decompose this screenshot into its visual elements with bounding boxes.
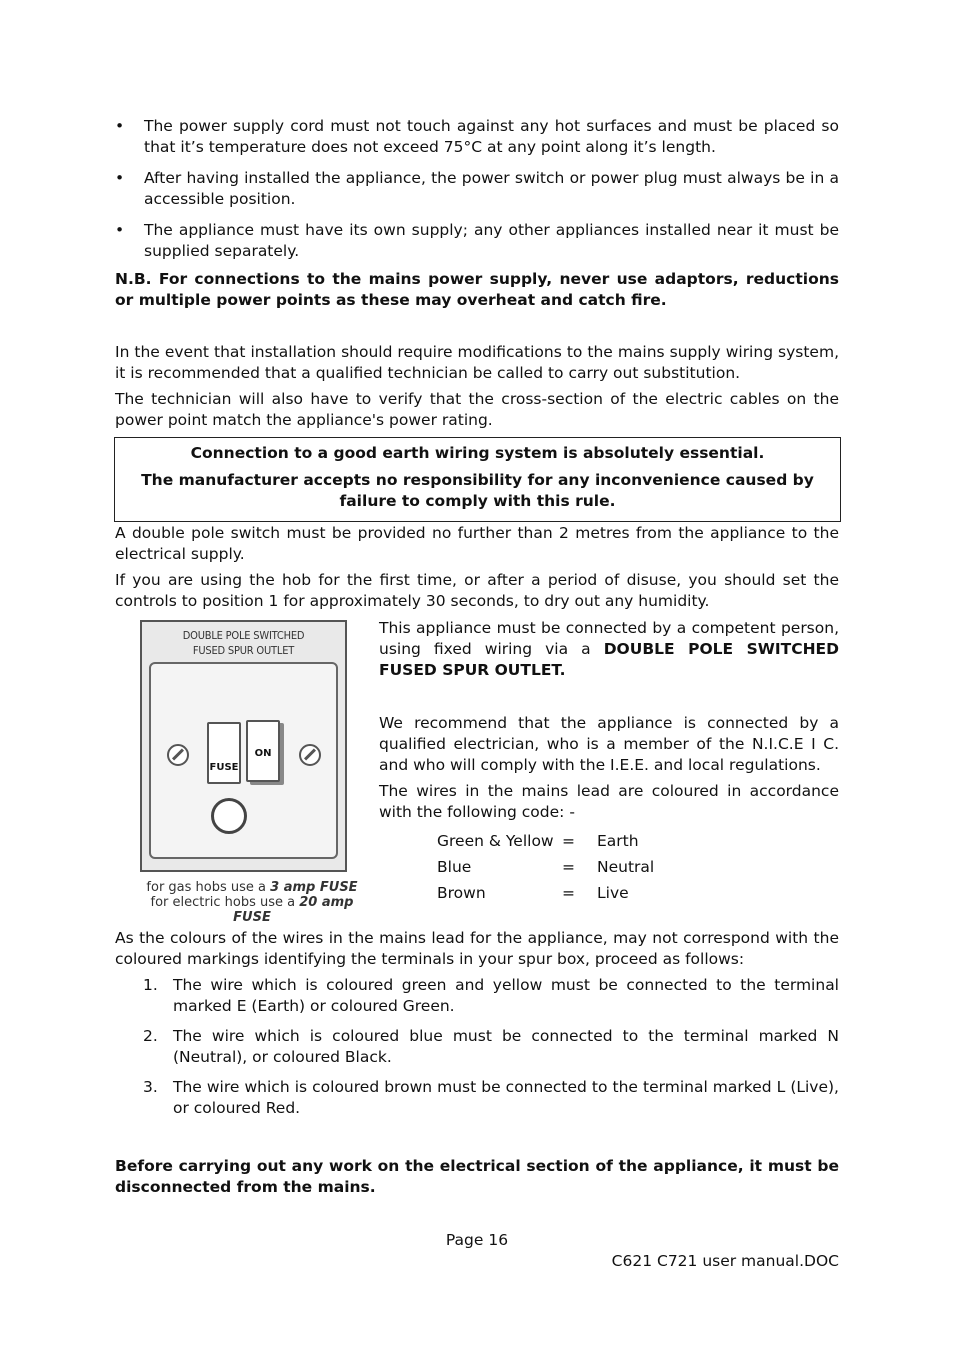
competent-person-paragraph xyxy=(379,618,839,681)
plate-label-line: DOUBLE POLE SWITCHED xyxy=(182,629,305,642)
step-number: 3. xyxy=(143,1078,158,1096)
caption-fuse-electric: 20 amp FUSE xyxy=(233,895,354,925)
earth-warning-line: Connection to a good earth wiring system is absolutely essential. xyxy=(190,444,765,462)
page-content xyxy=(115,116,839,1198)
bullet-text: After having installed the appliance, the power switch or power plug must always be in a accessible position. xyxy=(144,169,839,208)
safety-bullet-list xyxy=(115,116,839,262)
equals-sign: = xyxy=(562,832,575,850)
nb-warning: N.B. For connections to the mains power supply, never use adaptors, reductions or multiple power points as these may overheat and catch fire. xyxy=(115,270,839,309)
disconnect-warning: Before carrying out any work on the electrical section of the appliance, it must be disconnected from the mains. xyxy=(115,1157,839,1196)
modifications-paragraph: In the event that installation should require modifications to the mains supply wiring system, it is recommended that a qualified technician be called to carry out substitution. xyxy=(115,343,839,382)
on-label: ON xyxy=(254,748,272,759)
caption-text: for gas hobs use a xyxy=(146,880,271,895)
wire-colour: Green & Yellow xyxy=(437,832,554,850)
on-switch xyxy=(246,720,280,782)
wire-meaning: Live xyxy=(597,884,629,902)
technician-paragraph: The technician will also have to verify that the cross-section of the electric cables on the power point match the appliance's power rating. xyxy=(115,390,839,429)
wiring-step xyxy=(115,1026,839,1068)
electrician-paragraph: We recommend that the appliance is connected by a qualified electrician, who is a member of the N.I.C.E I C. and who will comply with the I.E.E. and local regulations. xyxy=(379,714,839,774)
page-number: Page 16 xyxy=(445,1231,509,1249)
equals-sign: = xyxy=(562,858,575,876)
wire-meaning: Earth xyxy=(597,832,639,850)
caption-fuse-gas: 3 amp FUSE xyxy=(270,880,358,895)
bullet-text: The power supply cord must not touch against any hot surfaces and must be placed so that it’s temperature does not exceed 75°C at any point along it’s length. xyxy=(144,117,839,156)
document-name: C621 C721 user manual.DOC xyxy=(611,1252,839,1270)
wire-meaning: Neutral xyxy=(597,858,655,876)
screw-icon xyxy=(167,744,189,766)
wire-code-row xyxy=(437,828,839,854)
switch-paragraph: A double pole switch must be provided no further than 2 metres from the appliance to the electrical supply. xyxy=(115,524,839,563)
spur-outlet-section xyxy=(115,618,839,928)
screw-icon xyxy=(299,744,321,766)
fuse-label: FUSE xyxy=(209,762,239,773)
bullet-item xyxy=(115,168,839,210)
colours-paragraph: As the colours of the wires in the mains lead for the appliance, may not correspond with the coloured markings identifying the terminals in your spur box, proceed as follows: xyxy=(115,929,839,968)
wiring-step xyxy=(115,1077,839,1119)
bullet-item xyxy=(115,116,839,158)
equals-sign: = xyxy=(562,884,575,902)
step-number: 1. xyxy=(143,976,158,994)
spur-outlet-text xyxy=(379,618,839,906)
spur-outlet-plate xyxy=(140,620,347,872)
step-text: The wire which is coloured green and yellow must be connected to the terminal marked E (Earth) or coloured Green. xyxy=(173,976,839,1015)
step-number: 2. xyxy=(143,1027,158,1045)
wire-colour: Brown xyxy=(437,884,486,902)
plate-label-line: FUSED SPUR OUTLET xyxy=(192,644,295,657)
bullet-dot: • xyxy=(115,221,125,239)
wire-colour: Blue xyxy=(437,858,472,876)
responsibility-line: The manufacturer accepts no responsibility for any inconvenience caused by failure to comply with this rule. xyxy=(141,471,814,510)
wiring-steps-list xyxy=(115,975,839,1119)
earth-warning-box xyxy=(114,437,841,522)
step-text: The wire which is coloured brown must be connected to the terminal marked L (Live), or coloured Red. xyxy=(173,1078,839,1117)
first-time-paragraph: If you are using the hob for the first time, or after a period of disuse, you should set the controls to position 1 for approximately 30 seconds, to dry out any humidity. xyxy=(115,571,839,610)
bullet-text: The appliance must have its own supply; any other appliances installed near it must be supplied separately. xyxy=(144,221,839,260)
outlet-faceplate xyxy=(149,662,338,859)
bullet-item xyxy=(115,220,839,262)
wire-code-row xyxy=(437,880,839,906)
bullet-dot: • xyxy=(115,117,125,135)
wire-code-row xyxy=(437,854,839,880)
wiring-step xyxy=(115,975,839,1017)
figure-caption xyxy=(137,880,367,925)
caption-text: for electric hobs use a xyxy=(150,895,300,910)
fuse-holder xyxy=(207,722,241,784)
spur-outlet-figure xyxy=(137,620,367,925)
competent-person-text: This appliance must be connected by a competent person, using fixed wiring via a xyxy=(379,619,839,658)
bullet-dot: • xyxy=(115,169,125,187)
step-text: The wire which is coloured blue must be connected to the terminal marked N (Neutral), or coloured Black. xyxy=(173,1027,839,1066)
spur-outlet-emphasis: DOUBLE POLE SWITCHED FUSED SPUR OUTLET. xyxy=(379,640,840,679)
wire-code-intro: The wires in the mains lead are coloured in accordance with the following code: - xyxy=(379,782,839,821)
plate-label xyxy=(142,622,345,658)
wire-colour-table xyxy=(437,828,839,906)
indicator-light-icon xyxy=(211,798,247,834)
